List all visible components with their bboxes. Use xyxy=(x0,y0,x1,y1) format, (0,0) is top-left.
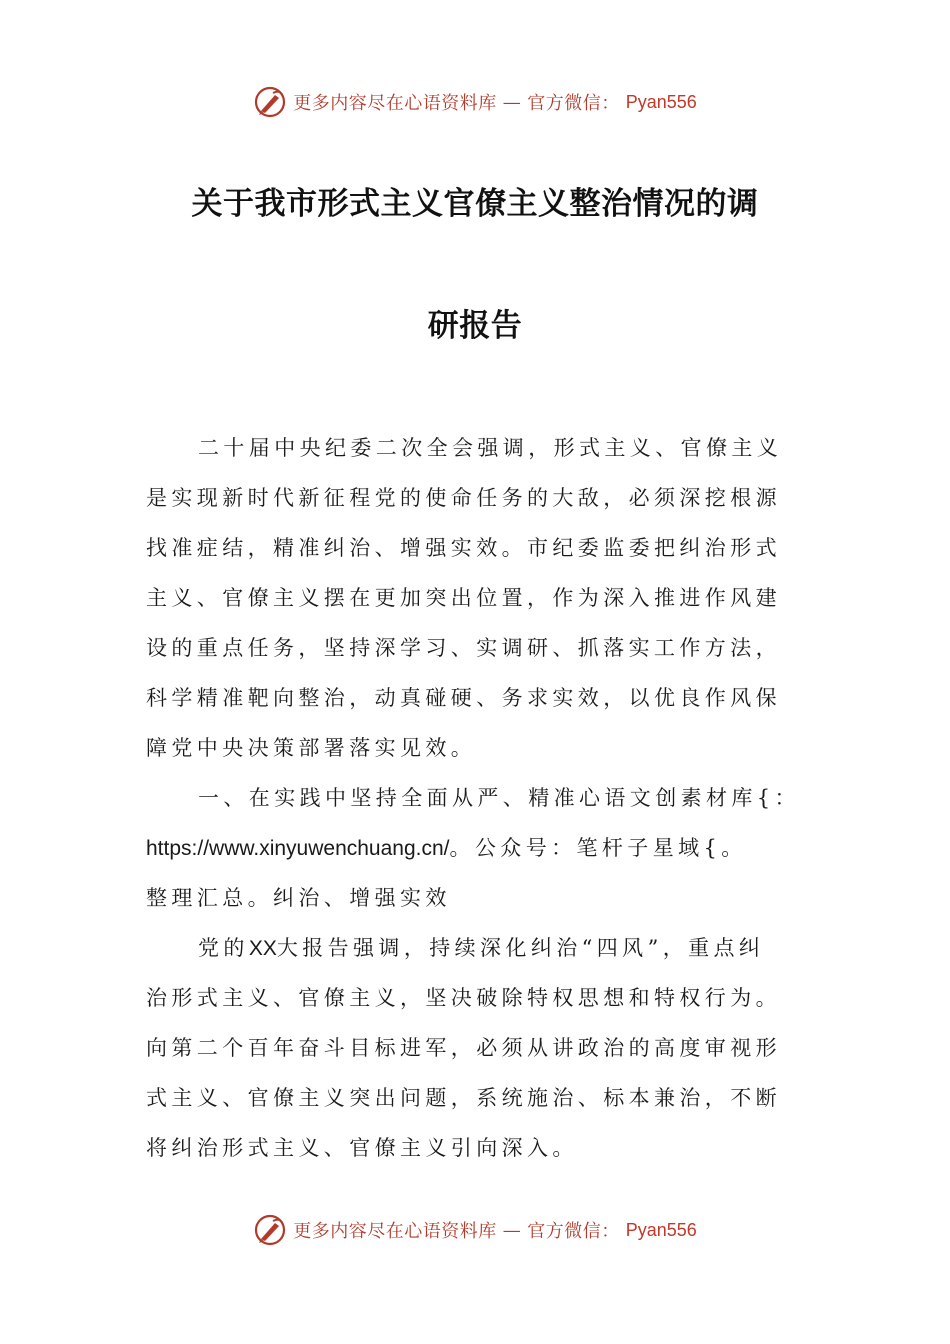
pen-logo-icon xyxy=(253,85,287,119)
source-url[interactable]: https://www.xinyuwenchuang.cn/ xyxy=(146,837,450,860)
banner-wechat-id: Pyan556 xyxy=(625,1219,697,1240)
source-url-line xyxy=(146,823,806,873)
text-run: 大报告强调，持续深化纠治“四风”，重点纠 xyxy=(276,936,765,960)
paragraph-line: 主义、官僚主义摆在更加突出位置，作为深入推进作风建 xyxy=(146,586,781,610)
paragraph-line: 是实现新时代新征程党的使命任务的大敌，必须深挖根源 xyxy=(146,486,781,510)
paragraph-line: 式主义、官僚主义突出问题，系统施治、标本兼治，不断 xyxy=(146,1086,781,1110)
paragraph-line: 找准症结，精准纠治、增强实效。市纪委监委把纠治形式 xyxy=(146,536,781,560)
paragraph-line: 治形式主义、官僚主义，坚决破除特权思想和特权行为。 xyxy=(146,986,781,1010)
banner-official-label: 官方微信： xyxy=(527,1221,620,1242)
banner-dash: — xyxy=(502,1219,522,1241)
document-title-line-1: 关于我市形式主义官僚主义整治情况的调 xyxy=(191,186,759,222)
paragraph-line: 科学精准靶向整治，动真碰硬、务求实效，以优良作风保 xyxy=(146,686,781,710)
text-run: XX xyxy=(248,937,277,960)
paragraph-line: 障党中央决策部署落实见效。 xyxy=(146,736,477,760)
banner-dash: — xyxy=(502,91,522,113)
footer-banner xyxy=(0,1210,950,1250)
banner-slogan: 更多内容尽在心语资料库 xyxy=(293,93,497,114)
text-run: 党的 xyxy=(198,936,249,960)
source-url-tail: 。公众号：笔杆子星域{。 xyxy=(449,836,747,860)
intro-paragraph xyxy=(146,423,806,1173)
header-banner xyxy=(0,82,950,122)
paragraph-line: 将纠治形式主义、官僚主义引向深入。 xyxy=(146,1136,578,1160)
banner-official-label: 官方微信： xyxy=(527,93,620,114)
paragraph-line xyxy=(146,923,806,973)
banner-wechat-id: Pyan556 xyxy=(625,91,697,112)
section-heading-line: 整理汇总。纠治、增强实效 xyxy=(146,886,451,910)
paragraph-line: 设的重点任务，坚持深学习、实调研、抓落实工作方法， xyxy=(146,636,781,660)
pen-logo-icon xyxy=(253,1213,287,1247)
banner-slogan: 更多内容尽在心语资料库 xyxy=(293,1221,497,1242)
paragraph-line: 二十届中央纪委二次全会强调，形式主义、官僚主义 xyxy=(198,436,783,460)
document-title-line-2: 研报告 xyxy=(427,308,523,344)
paragraph-line: 向第二个百年奋斗目标进军，必须从讲政治的高度审视形 xyxy=(146,1036,781,1060)
section-heading-line: 一、在实践中坚持全面从严、精准心语文创素材库{： xyxy=(198,786,800,810)
